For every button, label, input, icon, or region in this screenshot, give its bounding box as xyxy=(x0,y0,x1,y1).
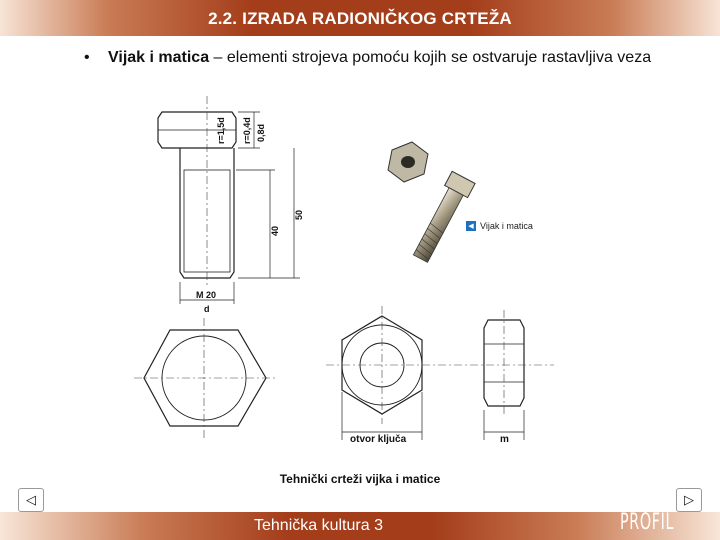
figure-caption: Tehnički crteži vijka i matice xyxy=(279,472,441,486)
label-d08: 0,8d xyxy=(256,123,266,142)
label-m20: M 20 xyxy=(196,290,217,300)
profil-logo: PROFIL xyxy=(620,510,675,535)
label-d40: 40 xyxy=(270,225,280,236)
bolt-nut-photo xyxy=(370,130,480,270)
photo-link-label: Vijak i matica xyxy=(480,221,533,231)
label-key: otvor ključa xyxy=(350,434,407,445)
next-slide-button[interactable]: ▷ xyxy=(676,488,702,512)
label-d: d xyxy=(204,304,210,314)
label-r15: r=1,5d xyxy=(216,117,226,144)
label-r04: r=0,4d xyxy=(242,117,252,144)
technical-drawing xyxy=(130,92,570,452)
slide-title: 2.2. IZRADA RADIONIČKOG CRTEŽA xyxy=(208,9,512,28)
photo-link[interactable] xyxy=(466,219,533,233)
bullet-marker: • xyxy=(84,49,90,66)
bullet-term: Vijak i matica xyxy=(108,49,210,66)
bullet-description: – elementi strojeva pomoću kojih se ostvaruje rastavljiva veza xyxy=(209,49,652,66)
footer-subject: Tehnička kultura 3 xyxy=(254,517,383,534)
prev-slide-button[interactable]: ◁ xyxy=(18,488,44,512)
bullet-text xyxy=(108,48,694,68)
label-d50: 50 xyxy=(294,209,304,220)
label-m: m xyxy=(500,434,509,445)
speaker-icon: ◀ xyxy=(466,221,476,231)
